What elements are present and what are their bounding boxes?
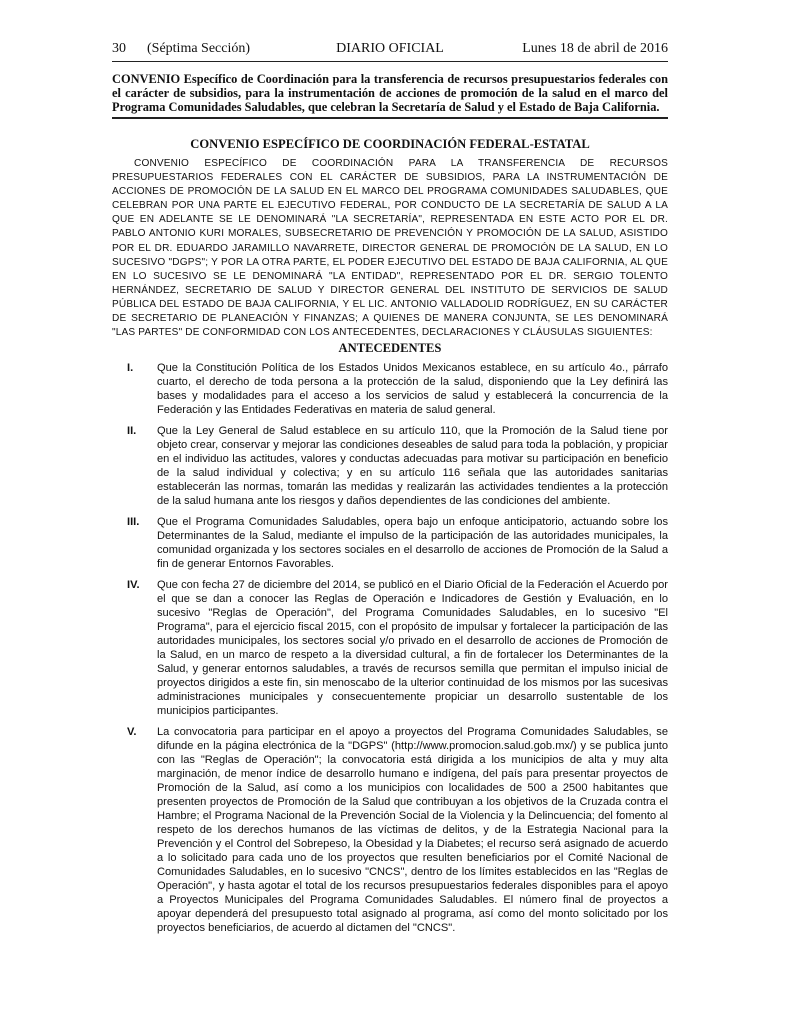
item-number: I. [127,362,134,374]
antecedente-item [112,578,668,718]
section-title-antecedentes: ANTECEDENTES [338,341,442,355]
publication-name: DIARIO OFICIAL [336,41,444,56]
item-number: III. [127,516,140,528]
page-header [112,41,668,61]
preamble-text: CONVENIO ESPECÍFICO DE COORDINACIÓN PARA LA TRANSFERENCIA DE RECURSOS PRESUPUESTARIOS FEDERALES CON EL CARÁCTER DE SUBSIDIOS, PARA LA INSTRUMENTACIÓN DE ACCIONES DE PROMOCIÓN DE LA SALUD EN EL MARCO DEL PROGRAMA COMUNIDADES SALUDABLES, QUE CELEBRAN POR UNA PARTE EL EJECUTIVO FEDERAL, POR CONDUCTO DE LA SECRETARÍA DE SALUD A LA QUE EN ADELANTE SE LE DENOMINARÁ "LA SECRETARÍA", REPRESENTADA EN ESTE ACTO POR EL DR. PABLO ANTONIO KURI MORALES, SUBSECRETARIO DE PREVENCIÓN Y PROMOCIÓN DE LA SALUD, ASISTIDO POR EL DR. EDUARDO JARAMILLO NAVARRETE, DIRECTOR GENERAL DE PROMOCIÓN DE LA SALUD, EN LO SUCESIVO "DGPS"; Y POR LA OTRA PARTE, EL PODER EJECUTIVO DEL ESTADO DE BAJA CALIFORNIA, AL QUE EN LO SUCESIVO SE LE DENOMINARÁ "LA ENTIDAD", REPRESENTADO POR EL DR. SERGIO TOLENTO HERNÁNDEZ, SECRETARIO DE SALUD Y DIRECTOR GENERAL DEL INSTITUTO DE SERVICIOS DE SALUD PÚBLICA DEL ESTADO DE BAJA CALIFORNIA, Y EL LIC. ANTONIO VALLADOLID RODRÍGUEZ, EN SU CARÁCTER DE SECRETARIO DE PLANEACIÓN Y FINANZAS; A QUIENES DE MANERA CONJUNTA, SE LES DENOMINARÁ "LAS PARTES" DE CONFORMIDAD CON LOS ANTECEDENTES, DECLARACIONES Y CLÁUSULAS SIGUIENTES: [112,158,668,339]
document-title: CONVENIO ESPECÍFICO DE COORDINACIÓN FEDERAL-ESTATAL [190,137,590,151]
page-section-label: 30 (Séptima Sección) [112,41,251,56]
antecedente-item [112,424,668,508]
item-text: La convocatoria para participar en el apoyo a proyectos del Programa Comunidades Saludables, se difunde en la página electrónica de la "DGPS" (http://www.promocion.salud.gob.mx/) y se publica junto con las "Reglas de Operación"; la convocatoria está dirigida a los municipios de alta y muy alta marginación, de menor índice de desarrollo humano e indígena, del país para presentar proyectos de Promoción de la Salud, así como a los municipios con localidades de 500 a 2500 habitantes que presenten proyectos de Promoción de la Salud que contribuyan a los objetivos de la Cruzada contra el Hambre; el Programa Nacional de la Prevención Social de la Violencia y la Delincuencia; del fomento al respeto de los derechos humanos de las víctimas de delitos, y de la Estrategia Nacional para la Prevención y el Control del Sobrepeso, la Obesidad y la Diabetes; el recurso será asignado de acuerdo a lo solicitado para cada uno de los proyectos que resulten beneficiarios por el Comité Nacional de Comunidades Saludables, en lo sucesivo "CNCS", dentro de los límites establecidos en las "Reglas de Operación", y hasta agotar el total de los recursos presupuestarios federales disponibles para el apoyo a Proyectos Municipales del Programa Comunidades Saludables. El número final de proyectos a apoyar dependerá del presupuesto total asignado al programa, así como del monto solicitado por los proyectos beneficiarios, de acuerdo al dictamen del "CNCS". [157,726,668,934]
antecedente-item [112,515,668,571]
item-text: Que la Constitución Política de los Estados Unidos Mexicanos establece, en su artículo 4o., párrafo cuarto, el derecho de toda persona a la protección de la salud, disponiendo que la Ley definirá las bases y modalidades para el acceso a los servicios de salud y establecerá la concurrencia de la Federación y las Entidades Federativas en materia de salud general. [157,362,668,416]
item-number: IV. [127,579,140,591]
header-divider [112,61,668,62]
item-text: Que con fecha 27 de diciembre del 2014, se publicó en el Diario Oficial de la Federación el Acuerdo por el que se dan a conocer las Reglas de Operación e Indicadores de Gestión y Evaluación, en lo sucesivo "Reglas de Operación", del Programa Comunidades Saludables, en lo sucesivo "El Programa", para el ejercicio fiscal 2015, con el propósito de impulsar y fortalecer la participación de las autoridades municipales, los sectores social y/o privado en el desarrollo de acciones de Promoción de la Salud, en un marco de respeto a la diversidad cultural, a fin de fortalecer los Determinantes de la Salud, y generar entornos saludables, a través de recursos semilla que permitan el impulso inicial de proyectos dirigidos a este fin, sin menoscabo de la ulterior continuidad de los mismos por las sucesivas administraciones municipales y consecuentemente propiciar un desarrollo sustentable de los municipios participantes. [157,579,668,717]
publication-date: Lunes 18 de abril de 2016 [522,41,668,56]
item-text: Que el Programa Comunidades Saludables, opera bajo un enfoque anticipatorio, actuando sobre los Determinantes de la Salud, mediante el impulso de la participación de las autoridades municipales, la comunidad organizada y los sectores sociales en el desarrollo de acciones de Promoción de la Salud a fin de generar Entornos Favorables. [157,516,668,570]
item-number: V. [127,726,137,738]
antecedente-item [112,361,668,417]
preamble [112,157,668,340]
antecedente-item [112,725,668,935]
document-summary: CONVENIO Específico de Coordinación para la transferencia de recursos presupuestarios federales con el carácter de subsidios, para la instrumentación de acciones de promoción de la salud en el marco del Programa Comunidades Saludables, que celebran la Secretaría de Salud y el Estado de Baja California. [112,72,668,114]
item-text: Que la Ley General de Salud establece en su artículo 110, que la Promoción de la Salud tiene por objeto crear, conservar y mejorar las condiciones deseables de salud para toda la población, y propiciar en el individuo las actitudes, valores y conductas adecuadas para motivar su participación en beneficio de la salud individual y colectiva; y en su artículo 116 señala que las autoridades sanitarias establecerán las normas, tomarán las medidas y realizarán las actividades tendientes a la protección de la salud humana ante los riesgos y daños dependientes de las condiciones del ambiente. [157,425,668,507]
item-number: II. [127,425,137,437]
summary-divider [112,117,668,119]
antecedentes-list [112,361,668,942]
